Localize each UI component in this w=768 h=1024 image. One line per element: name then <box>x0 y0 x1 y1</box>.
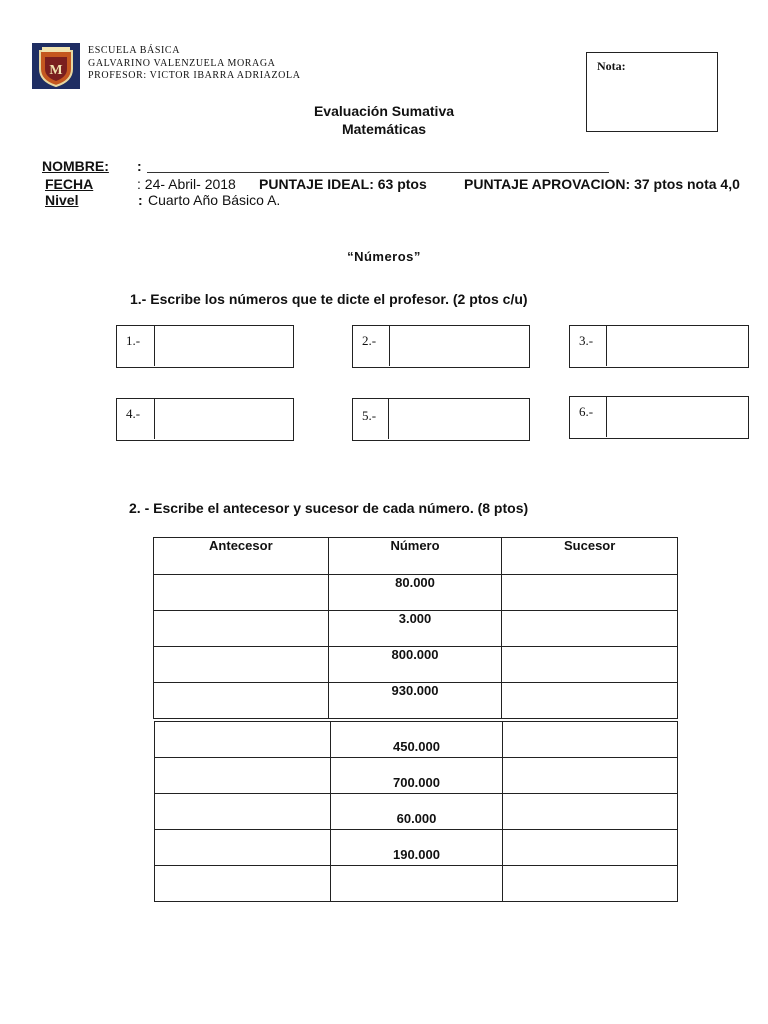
table-row <box>154 611 678 647</box>
number-cell: 190.000 <box>330 830 503 866</box>
school-type: ESCUELA BÁSICA <box>88 45 181 56</box>
svg-text:M: M <box>49 63 63 78</box>
header-numero: Número <box>328 538 502 575</box>
answer-box-label: 1.- <box>117 326 155 366</box>
answer-box-label: 6.- <box>570 397 607 437</box>
table-row <box>154 647 678 683</box>
answer-box-4[interactable] <box>116 398 294 441</box>
name-field-line[interactable] <box>147 172 609 173</box>
fecha-label: FECHA <box>45 176 94 192</box>
nombre-colon: : <box>137 158 142 174</box>
school-header <box>88 45 301 83</box>
answer-box-label: 3.- <box>570 326 607 366</box>
antecesor-sucesor-table-2 <box>154 721 678 902</box>
answer-box-3[interactable] <box>569 325 749 368</box>
nombre-label: NOMBRE: <box>42 158 109 174</box>
puntaje-ideal: PUNTAJE IDEAL: 63 ptos <box>259 176 427 192</box>
answer-box-label: 4.- <box>117 399 155 439</box>
header-antecesor: Antecesor <box>154 538 329 575</box>
number-cell: 60.000 <box>330 794 503 830</box>
table-header-row <box>154 538 678 575</box>
grade-box[interactable] <box>586 52 718 132</box>
antecesor-cell[interactable] <box>155 758 331 794</box>
sucesor-cell[interactable] <box>503 722 678 758</box>
header-sucesor: Sucesor <box>502 538 678 575</box>
table-row <box>155 722 678 758</box>
antecesor-cell[interactable] <box>155 794 331 830</box>
antecesor-cell[interactable] <box>154 611 329 647</box>
answer-box-label: 2.- <box>353 326 390 366</box>
number-cell: 930.000 <box>328 683 502 719</box>
nivel-label: Nivel <box>45 192 79 208</box>
table-row <box>155 830 678 866</box>
answer-box-5[interactable] <box>352 398 530 441</box>
number-cell: 80.000 <box>328 575 502 611</box>
answer-box-2[interactable] <box>352 325 530 368</box>
section-title: “Números” <box>347 249 421 264</box>
sucesor-cell[interactable] <box>503 758 678 794</box>
antecesor-cell[interactable] <box>154 575 329 611</box>
sucesor-cell[interactable] <box>502 611 678 647</box>
subject-title: Matemáticas <box>341 121 427 137</box>
answer-box-6[interactable] <box>569 396 749 439</box>
antecesor-sucesor-table-1 <box>153 537 678 719</box>
number-cell: 450.000 <box>330 722 503 758</box>
teacher-name: PROFESOR: VICTOR IBARRA ADRIAZOLA <box>88 70 301 81</box>
puntaje-aprobacion: PUNTAJE APROVACION: 37 ptos nota 4,0 <box>464 176 740 192</box>
question-1: 1.- Escribe los números que te dicte el profesor. (2 ptos c/u) <box>130 291 528 307</box>
antecesor-cell[interactable] <box>154 647 329 683</box>
answer-box-1[interactable] <box>116 325 294 368</box>
sucesor-cell[interactable] <box>503 794 678 830</box>
antecesor-cell[interactable] <box>154 683 329 719</box>
antecesor-cell[interactable] <box>155 866 331 902</box>
antecesor-cell[interactable] <box>155 722 331 758</box>
sucesor-cell[interactable] <box>502 575 678 611</box>
number-cell: 3.000 <box>328 611 502 647</box>
antecesor-cell[interactable] <box>155 830 331 866</box>
number-cell: 700.000 <box>330 758 503 794</box>
answer-box-label: 5.- <box>353 399 389 439</box>
question-2: 2. - Escribe el antecesor y sucesor de cada número. (8 ptos) <box>129 500 529 516</box>
school-name: GALVARINO VALENZUELA MORAGA <box>88 57 276 69</box>
grade-label: Nota: <box>597 59 626 73</box>
number-cell: 800.000 <box>328 647 502 683</box>
sucesor-cell[interactable] <box>502 647 678 683</box>
school-crest-logo <box>32 43 80 89</box>
nivel-colon: : <box>138 192 143 208</box>
sucesor-cell[interactable] <box>503 866 678 902</box>
exam-title: Evaluación Sumativa <box>313 103 455 119</box>
nivel-value: Cuarto Año Básico A. <box>148 192 281 208</box>
table-row <box>155 758 678 794</box>
fecha-value: : 24- Abril- 2018 <box>137 176 236 192</box>
table-row <box>154 575 678 611</box>
number-cell[interactable] <box>330 866 503 902</box>
table-row <box>154 683 678 719</box>
table-row <box>155 794 678 830</box>
table-row <box>155 866 678 902</box>
sucesor-cell[interactable] <box>503 830 678 866</box>
sucesor-cell[interactable] <box>502 683 678 719</box>
